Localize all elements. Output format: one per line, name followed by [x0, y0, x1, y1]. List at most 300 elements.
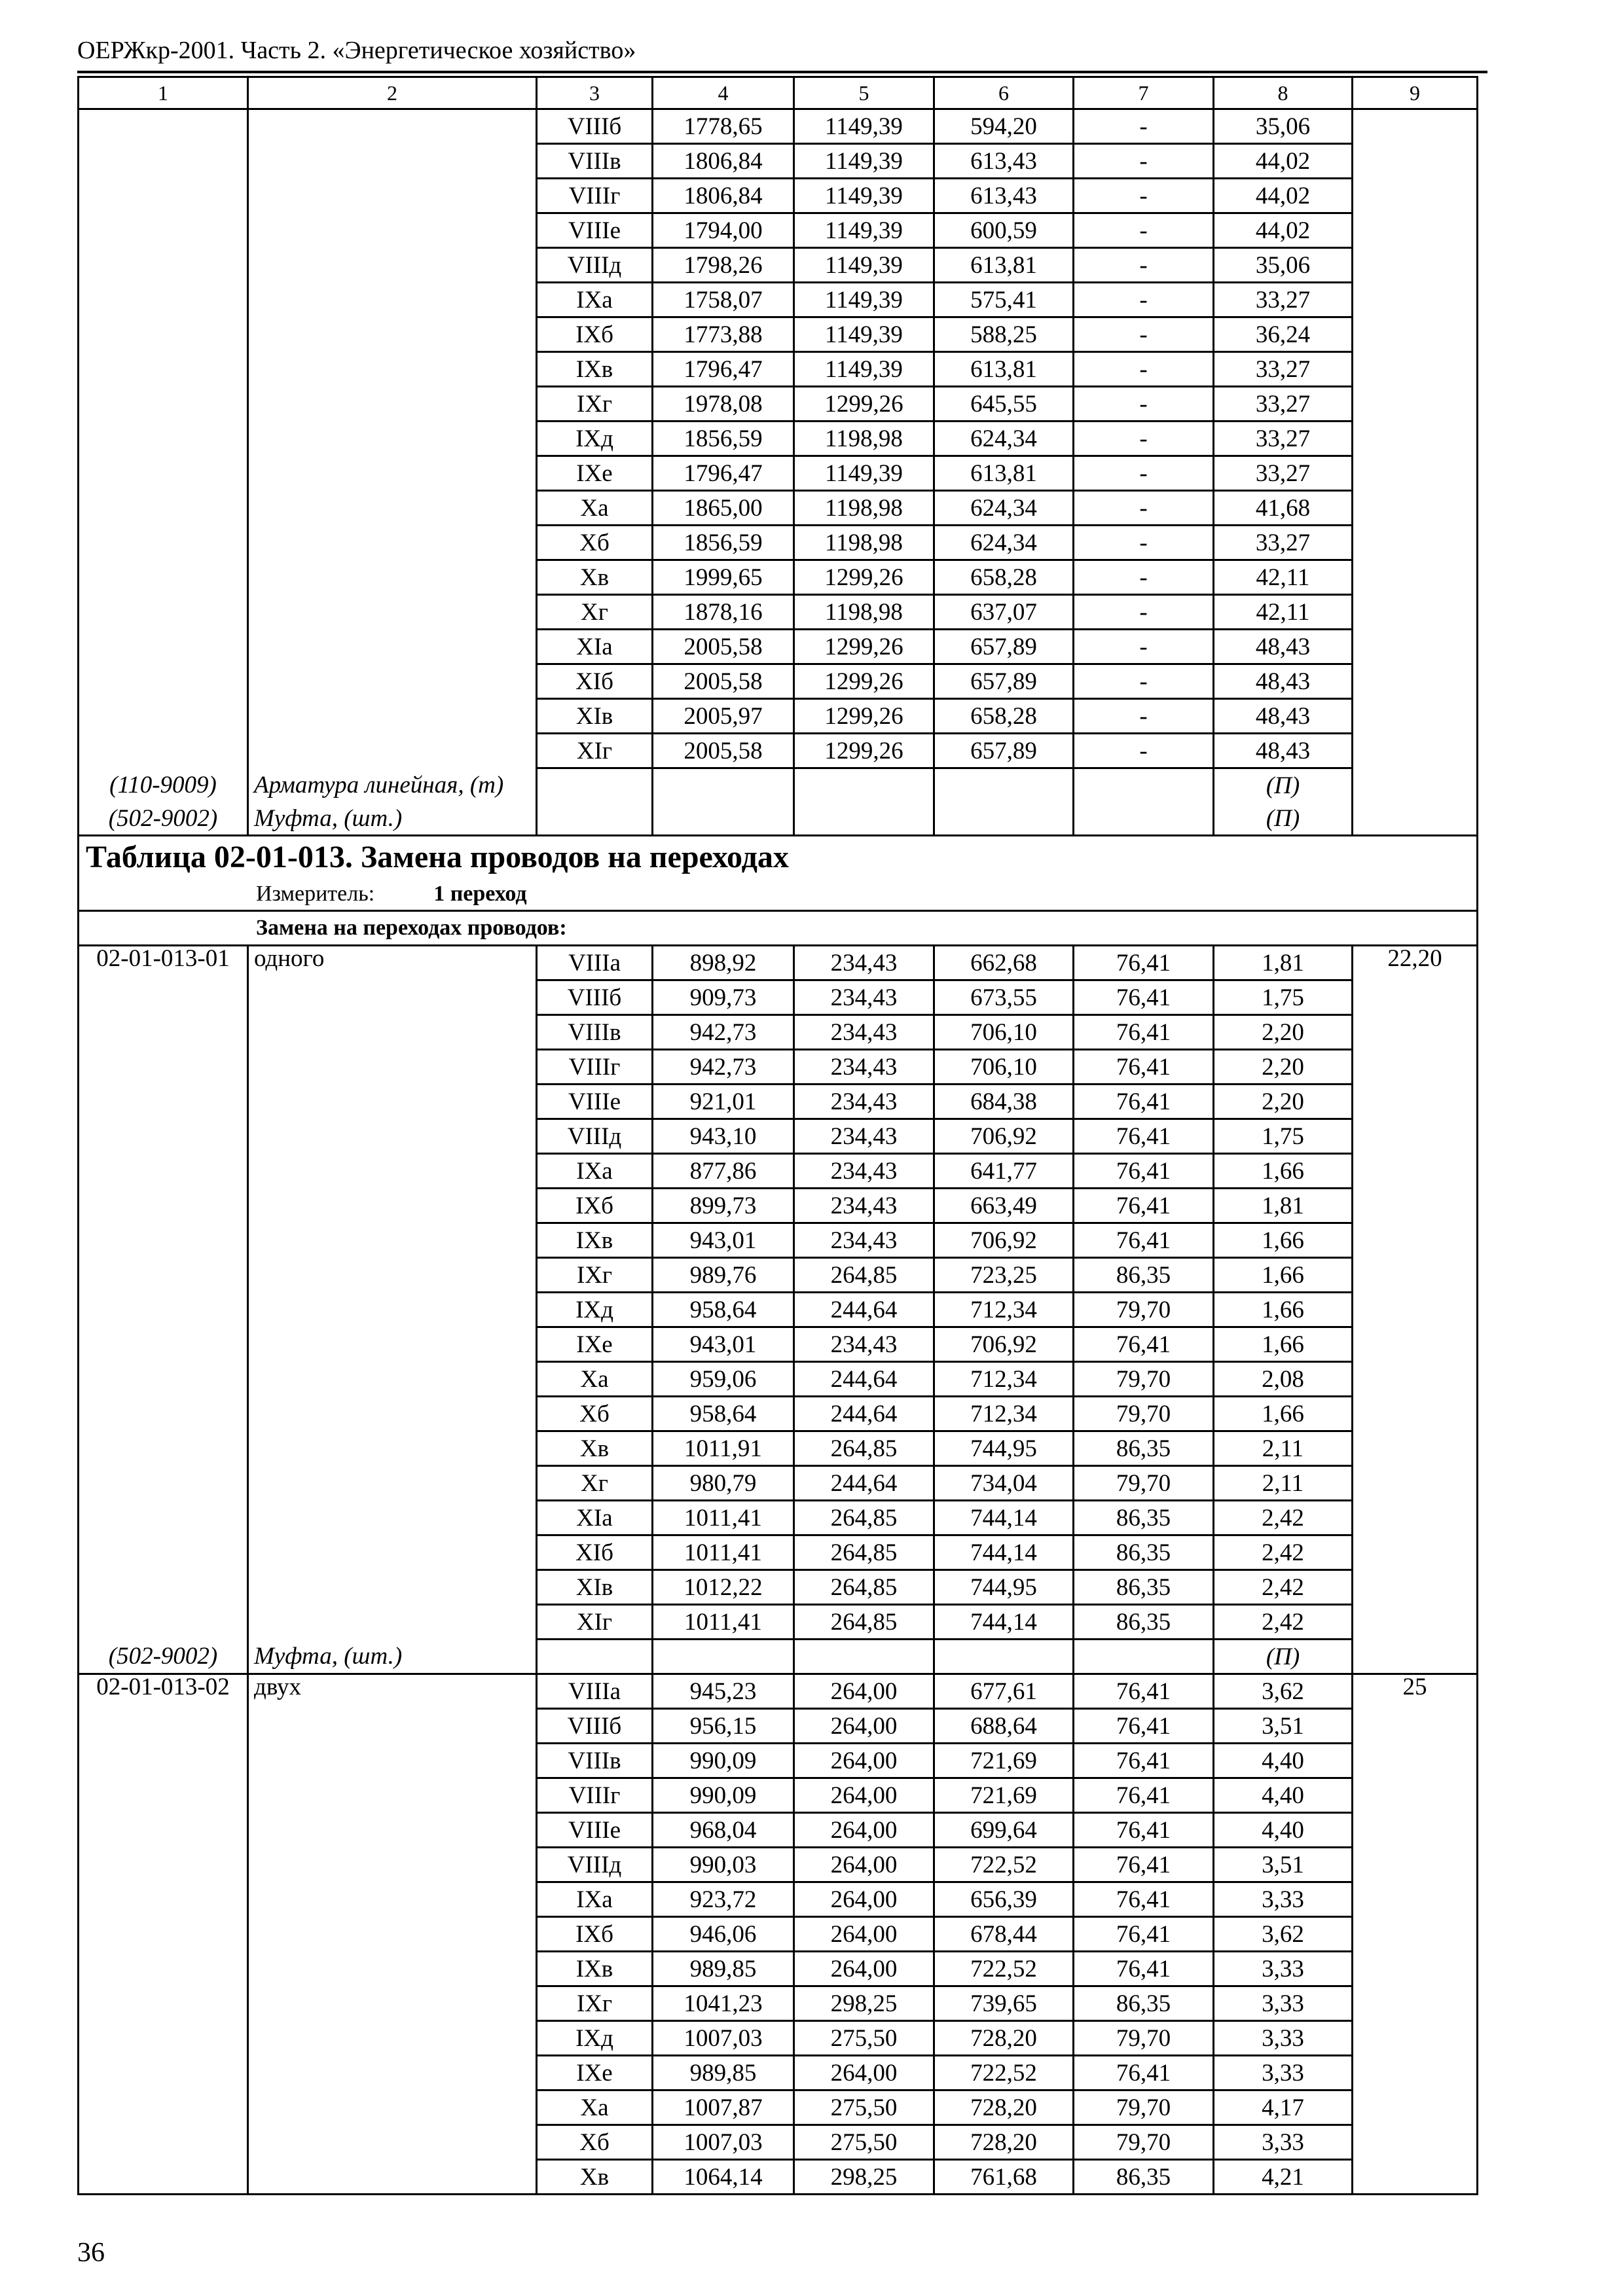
rate-name [248, 1709, 537, 1744]
value-cell: 79,70 [1074, 1362, 1214, 1397]
table-title-cell: Таблица 02-01-013. Замена проводов на переходах [79, 836, 1478, 879]
value-cell: 79,70 [1074, 1466, 1214, 1501]
table-row [79, 560, 1478, 595]
empty-cell [934, 768, 1074, 802]
value-cell: 79,70 [1074, 2125, 1214, 2160]
table-row [79, 980, 1478, 1015]
table-row [79, 664, 1478, 699]
value-cell: VIIIе [537, 1813, 653, 1848]
value-cell: 2,42 [1214, 1535, 1353, 1570]
value-cell: IXв [537, 352, 653, 387]
value-cell: 613,43 [934, 144, 1074, 179]
value-cell: 76,41 [1074, 1327, 1214, 1362]
col9-value [1353, 1085, 1478, 1119]
value-cell: 712,34 [934, 1397, 1074, 1431]
value-cell: 613,43 [934, 179, 1074, 213]
value-cell: 76,41 [1074, 1674, 1214, 1709]
table-row [79, 595, 1478, 630]
value-cell: 1149,39 [794, 248, 934, 283]
rate-name [248, 1986, 537, 2021]
value-cell: 1299,26 [794, 699, 934, 734]
value-cell: 2,20 [1214, 1085, 1353, 1119]
col9-value [1353, 1050, 1478, 1085]
value-cell: 942,73 [653, 1015, 794, 1050]
value-cell: 989,76 [653, 1258, 794, 1293]
value-cell: 1796,47 [653, 456, 794, 491]
value-cell: 744,95 [934, 1431, 1074, 1466]
value-cell: 36,24 [1214, 317, 1353, 352]
value-cell: 1,66 [1214, 1397, 1353, 1431]
value-cell: 298,25 [794, 2160, 934, 2195]
value-cell: 575,41 [934, 283, 1074, 317]
value-cell: 744,14 [934, 1605, 1074, 1640]
value-cell: 76,41 [1074, 1778, 1214, 1813]
rate-code [79, 491, 248, 526]
table-row [79, 1466, 1478, 1501]
value-cell: 877,86 [653, 1154, 794, 1189]
column-number: 7 [1074, 77, 1214, 109]
value-cell: 956,15 [653, 1709, 794, 1744]
table-row [79, 109, 1478, 144]
resource-name: Муфта, (шт.) [248, 1640, 537, 1674]
value-cell: Xв [537, 2160, 653, 2195]
column-number: 8 [1214, 77, 1353, 109]
value-cell: 1198,98 [794, 595, 934, 630]
value-cell: 645,55 [934, 387, 1074, 422]
value-cell: 264,00 [794, 1744, 934, 1778]
col9-value [1353, 664, 1478, 699]
value-cell: 2,11 [1214, 1466, 1353, 1501]
value-cell: VIIIд [537, 248, 653, 283]
value-cell: 1198,98 [794, 491, 934, 526]
rate-code [79, 980, 248, 1015]
rate-code [79, 1085, 248, 1119]
value-cell: 42,11 [1214, 560, 1353, 595]
table-row [79, 2125, 1478, 2160]
col9-value [1353, 2125, 1478, 2160]
value-cell: VIIIд [537, 1848, 653, 1882]
rate-code [79, 630, 248, 664]
value-cell: 739,65 [934, 1986, 1074, 2021]
col9-value [1353, 2090, 1478, 2125]
col9-value [1353, 2021, 1478, 2056]
empty-cell [794, 768, 934, 802]
value-cell: 244,64 [794, 1362, 934, 1397]
value-cell: 657,89 [934, 664, 1074, 699]
rate-name [248, 179, 537, 213]
table-row [79, 946, 1478, 980]
col9-value [1353, 352, 1478, 387]
value-cell: 1865,00 [653, 491, 794, 526]
value-cell: 684,38 [934, 1085, 1074, 1119]
rate-name [248, 1744, 537, 1778]
rate-name [248, 248, 537, 283]
value-cell: 1794,00 [653, 213, 794, 248]
value-cell: 79,70 [1074, 2090, 1214, 2125]
value-cell: 624,34 [934, 491, 1074, 526]
table-row [79, 1605, 1478, 1640]
rate-code [79, 1119, 248, 1154]
rate-code [79, 317, 248, 352]
value-cell: 1798,26 [653, 248, 794, 283]
value-cell: IXв [537, 1223, 653, 1258]
rate-name [248, 1501, 537, 1535]
value-cell: 1773,88 [653, 317, 794, 352]
rate-code [79, 283, 248, 317]
value-cell: 275,50 [794, 2021, 934, 2056]
rate-name [248, 664, 537, 699]
rate-name [248, 422, 537, 456]
col9-value [1353, 1813, 1478, 1848]
rate-name [248, 1362, 537, 1397]
rate-name [248, 630, 537, 664]
rate-name [248, 1466, 537, 1501]
value-cell: VIIIв [537, 1015, 653, 1050]
value-cell: 48,43 [1214, 664, 1353, 699]
col9-value [1353, 1258, 1478, 1293]
table-row [79, 1570, 1478, 1605]
value-cell: 2,42 [1214, 1605, 1353, 1640]
rate-name [248, 1050, 537, 1085]
value-cell: 624,34 [934, 422, 1074, 456]
value-cell: 728,20 [934, 2125, 1074, 2160]
value-cell: 3,62 [1214, 1917, 1353, 1952]
rate-name [248, 980, 537, 1015]
col9-value [1353, 248, 1478, 283]
value-cell: 980,79 [653, 1466, 794, 1501]
rate-name [248, 144, 537, 179]
value-cell: Xг [537, 1466, 653, 1501]
value-cell: 2,11 [1214, 1431, 1353, 1466]
value-cell: 990,09 [653, 1744, 794, 1778]
rate-name [248, 1917, 537, 1952]
table-row [79, 1952, 1478, 1986]
table-row [79, 1709, 1478, 1744]
value-cell: 86,35 [1074, 1535, 1214, 1570]
rate-name [248, 1570, 537, 1605]
value-cell: 264,00 [794, 1778, 934, 1813]
table-row [79, 491, 1478, 526]
rate-name: двух [248, 1674, 537, 1709]
value-cell: 76,41 [1074, 980, 1214, 1015]
table-row [79, 2021, 1478, 2056]
value-cell: IXг [537, 1986, 653, 2021]
value-cell: 968,04 [653, 1813, 794, 1848]
value-cell: 264,00 [794, 1674, 934, 1709]
value-cell: Xб [537, 2125, 653, 2160]
value-cell: 44,02 [1214, 144, 1353, 179]
col9-value: 25 [1353, 1674, 1478, 1709]
value-cell: 86,35 [1074, 1258, 1214, 1293]
value-cell: 657,89 [934, 630, 1074, 664]
table-row [79, 699, 1478, 734]
subheading-row [79, 911, 1478, 946]
value-cell: - [1074, 630, 1214, 664]
table-row [79, 2090, 1478, 2125]
col9-value [1353, 2160, 1478, 2195]
measure-row-cell [79, 878, 1478, 911]
resource-value: (П) [1214, 1640, 1353, 1674]
empty-cell [653, 768, 794, 802]
value-cell: 1012,22 [653, 1570, 794, 1605]
value-cell: 728,20 [934, 2021, 1074, 2056]
value-cell: 744,14 [934, 1535, 1074, 1570]
value-cell: 264,00 [794, 1709, 934, 1744]
rate-name [248, 595, 537, 630]
col9-value [1353, 1189, 1478, 1223]
value-cell: 1011,41 [653, 1535, 794, 1570]
value-cell: - [1074, 317, 1214, 352]
value-cell: IXе [537, 1327, 653, 1362]
value-cell: 244,64 [794, 1397, 934, 1431]
rate-name [248, 387, 537, 422]
value-cell: 76,41 [1074, 1085, 1214, 1119]
value-cell: 1007,03 [653, 2021, 794, 2056]
value-cell: 264,85 [794, 1258, 934, 1293]
rate-code [79, 1986, 248, 2021]
rate-code [79, 2090, 248, 2125]
col9-value [1353, 1119, 1478, 1154]
value-cell: 1149,39 [794, 144, 934, 179]
col9-value [1353, 1709, 1478, 1744]
value-cell: 1149,39 [794, 352, 934, 387]
value-cell: 641,77 [934, 1154, 1074, 1189]
value-cell: IXд [537, 422, 653, 456]
rate-code [79, 1223, 248, 1258]
value-cell: 1149,39 [794, 179, 934, 213]
value-cell: 3,51 [1214, 1848, 1353, 1882]
value-cell: 76,41 [1074, 1189, 1214, 1223]
table-row [79, 1050, 1478, 1085]
value-cell: 1758,07 [653, 283, 794, 317]
rates-table [77, 76, 1478, 2195]
rate-code [79, 1605, 248, 1640]
rate-code [79, 1882, 248, 1917]
value-cell: 4,40 [1214, 1744, 1353, 1778]
value-cell: 76,41 [1074, 1050, 1214, 1085]
table-row [79, 1813, 1478, 1848]
value-cell: 723,25 [934, 1258, 1074, 1293]
value-cell: - [1074, 422, 1214, 456]
value-cell: 706,10 [934, 1050, 1074, 1085]
value-cell: 4,40 [1214, 1813, 1353, 1848]
value-cell: XIг [537, 1605, 653, 1640]
value-cell: Xа [537, 1362, 653, 1397]
value-cell: 662,68 [934, 946, 1074, 980]
col9-value [1353, 1154, 1478, 1189]
value-cell: 35,06 [1214, 109, 1353, 144]
empty-cell [794, 802, 934, 836]
value-cell: 1299,26 [794, 734, 934, 768]
value-cell: 728,20 [934, 2090, 1074, 2125]
value-cell: 1041,23 [653, 1986, 794, 2021]
value-cell: IXе [537, 456, 653, 491]
rate-code [79, 526, 248, 560]
value-cell: 1299,26 [794, 630, 934, 664]
value-cell: 41,68 [1214, 491, 1353, 526]
rate-code: 02-01-013-01 [79, 946, 248, 980]
value-cell: Xб [537, 1397, 653, 1431]
value-cell: 35,06 [1214, 248, 1353, 283]
value-cell: 86,35 [1074, 1570, 1214, 1605]
value-cell: 1,66 [1214, 1327, 1353, 1362]
value-cell: 3,33 [1214, 2125, 1353, 2160]
table-row [79, 1431, 1478, 1466]
table-row [79, 1535, 1478, 1570]
value-cell: 1796,47 [653, 352, 794, 387]
value-cell: 76,41 [1074, 1952, 1214, 1986]
empty-cell [934, 1640, 1074, 1674]
value-cell: - [1074, 664, 1214, 699]
value-cell: 76,41 [1074, 1015, 1214, 1050]
value-cell: 298,25 [794, 1986, 934, 2021]
value-cell: 2,42 [1214, 1501, 1353, 1535]
col9-value [1353, 283, 1478, 317]
empty-cell [794, 1640, 934, 1674]
value-cell: 909,73 [653, 980, 794, 1015]
column-number-row [79, 77, 1478, 109]
table-row [79, 1397, 1478, 1431]
value-cell: - [1074, 144, 1214, 179]
value-cell: 1198,98 [794, 526, 934, 560]
value-cell: IXд [537, 2021, 653, 2056]
empty-cell [1353, 1640, 1478, 1674]
table-row [79, 1258, 1478, 1293]
col9-value [1353, 1327, 1478, 1362]
value-cell: VIIIг [537, 1050, 653, 1085]
value-cell: - [1074, 560, 1214, 595]
value-cell: 699,64 [934, 1813, 1074, 1848]
value-cell: 33,27 [1214, 456, 1353, 491]
value-cell: 3,33 [1214, 1986, 1353, 2021]
value-cell: 3,62 [1214, 1674, 1353, 1709]
rate-code [79, 179, 248, 213]
rate-code [79, 734, 248, 768]
value-cell: 959,06 [653, 1362, 794, 1397]
value-cell: 76,41 [1074, 2056, 1214, 2090]
rate-code [79, 699, 248, 734]
table-row [79, 2056, 1478, 2090]
table-row [79, 1119, 1478, 1154]
table-row [79, 630, 1478, 664]
value-cell: 275,50 [794, 2090, 934, 2125]
value-cell: 1149,39 [794, 283, 934, 317]
value-cell: VIIIв [537, 1744, 653, 1778]
value-cell: 658,28 [934, 560, 1074, 595]
value-cell: 613,81 [934, 352, 1074, 387]
rate-code [79, 664, 248, 699]
value-cell: Xа [537, 2090, 653, 2125]
value-cell: 1299,26 [794, 387, 934, 422]
value-cell: VIIIб [537, 980, 653, 1015]
value-cell: 33,27 [1214, 387, 1353, 422]
rate-name [248, 352, 537, 387]
value-cell: 264,85 [794, 1605, 934, 1640]
value-cell: 86,35 [1074, 2160, 1214, 2195]
rate-code [79, 1189, 248, 1223]
value-cell: VIIIд [537, 1119, 653, 1154]
value-cell: 3,33 [1214, 1952, 1353, 1986]
empty-cell [1074, 768, 1214, 802]
rate-name: одного [248, 946, 537, 980]
value-cell: VIIIб [537, 1709, 653, 1744]
value-cell: 264,00 [794, 1952, 934, 1986]
value-cell: 4,21 [1214, 2160, 1353, 2195]
empty-cell [653, 802, 794, 836]
value-cell: IXг [537, 1258, 653, 1293]
value-cell: - [1074, 109, 1214, 144]
value-cell: 673,55 [934, 980, 1074, 1015]
value-cell: 4,17 [1214, 2090, 1353, 2125]
rate-code [79, 1744, 248, 1778]
value-cell: - [1074, 491, 1214, 526]
rate-code [79, 1397, 248, 1431]
value-cell: 244,64 [794, 1293, 934, 1327]
rate-code [79, 422, 248, 456]
value-cell: 1999,65 [653, 560, 794, 595]
col9-value [1353, 144, 1478, 179]
rate-code [79, 1154, 248, 1189]
value-cell: VIIIа [537, 1674, 653, 1709]
value-cell: 3,51 [1214, 1709, 1353, 1744]
value-cell: 33,27 [1214, 283, 1353, 317]
value-cell: 234,43 [794, 1223, 934, 1258]
value-cell: 1,66 [1214, 1154, 1353, 1189]
rate-name [248, 1535, 537, 1570]
rate-code [79, 1050, 248, 1085]
rate-code [79, 560, 248, 595]
value-cell: 3,33 [1214, 2021, 1353, 2056]
value-cell: 744,95 [934, 1570, 1074, 1605]
rate-code [79, 1848, 248, 1882]
value-cell: 275,50 [794, 2125, 934, 2160]
value-cell: IXе [537, 2056, 653, 2090]
value-cell: 44,02 [1214, 179, 1353, 213]
resource-code: (110-9009) [79, 768, 248, 802]
value-cell: VIIIе [537, 1085, 653, 1119]
rate-name [248, 283, 537, 317]
rate-name [248, 1813, 537, 1848]
value-cell: 923,72 [653, 1882, 794, 1917]
rate-name [248, 2125, 537, 2160]
value-cell: 722,52 [934, 1952, 1074, 1986]
col9-value [1353, 2056, 1478, 2090]
value-cell: 1806,84 [653, 144, 794, 179]
rate-name [248, 1085, 537, 1119]
value-cell: 234,43 [794, 946, 934, 980]
rate-name [248, 2056, 537, 2090]
rate-name [248, 2090, 537, 2125]
col9-value [1353, 1501, 1478, 1535]
rate-name [248, 456, 537, 491]
measure-value: 1 переход [433, 882, 527, 906]
value-cell: 234,43 [794, 1015, 934, 1050]
rate-code [79, 144, 248, 179]
value-cell: 264,85 [794, 1570, 934, 1605]
rate-name [248, 1015, 537, 1050]
empty-cell [537, 1640, 653, 1674]
col9-value [1353, 422, 1478, 456]
rate-name [248, 1189, 537, 1223]
value-cell: 613,81 [934, 248, 1074, 283]
value-cell: 2,42 [1214, 1570, 1353, 1605]
value-cell: - [1074, 387, 1214, 422]
rate-code [79, 1709, 248, 1744]
value-cell: 1149,39 [794, 317, 934, 352]
rate-code [79, 595, 248, 630]
table-row [79, 1917, 1478, 1952]
rate-name [248, 1293, 537, 1327]
